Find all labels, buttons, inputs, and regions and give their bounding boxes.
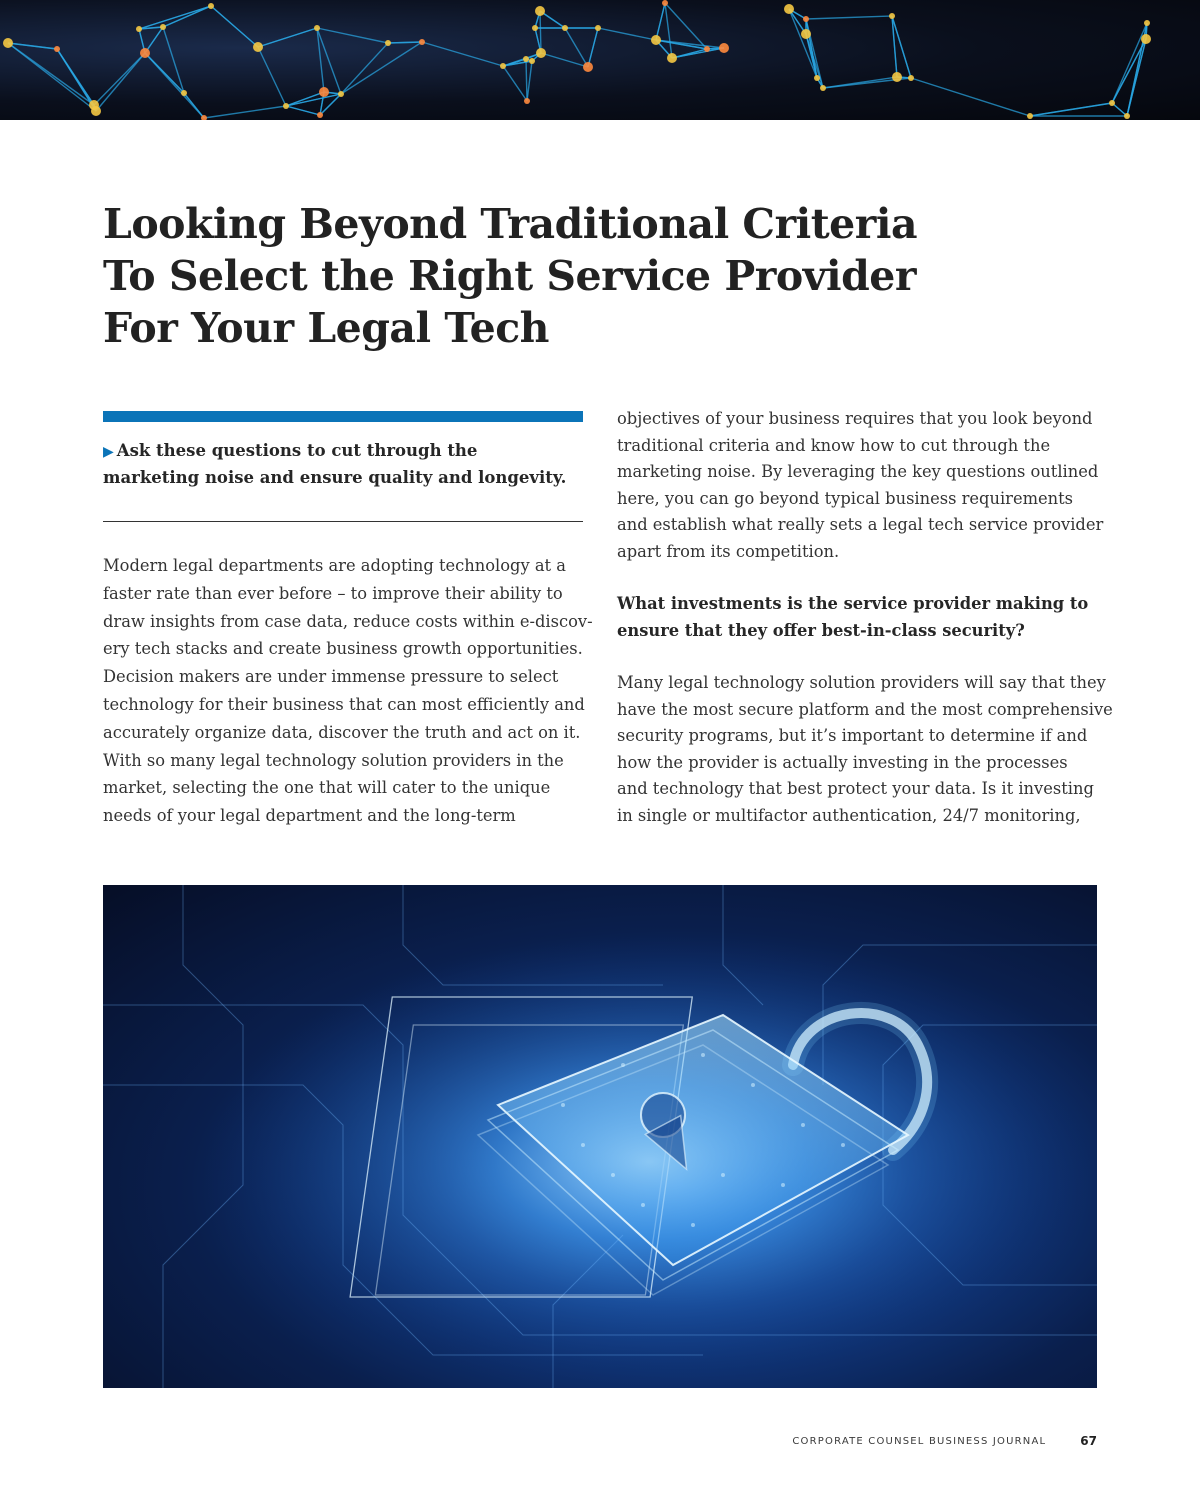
body-line: Decision makers are under immense pressure to select xyxy=(103,667,559,687)
body-line: and technology that best protect your data. Is it investing xyxy=(617,779,1094,798)
body-line: and establish what really sets a legal tech service provider xyxy=(617,515,1104,534)
divider xyxy=(103,521,583,522)
headline-line: Looking Beyond Traditional Criteria xyxy=(103,200,918,248)
body-line: here, you can go beyond typical business requirements xyxy=(617,488,1074,508)
body-line: how the provider is actually investing in the processes xyxy=(617,752,1068,772)
body-line: ery tech stacks and create business growth opportunities. xyxy=(103,639,583,659)
headline-line: To Select the Right Service Provider xyxy=(103,252,916,300)
question-heading: ensure that they offer best-in-class security? xyxy=(617,620,1025,640)
question-heading: What investments is the service provider making to xyxy=(617,594,1089,613)
left-column xyxy=(103,552,593,830)
deck-text: Ask these questions to cut through the marketing noise and ensure quality and longevity. xyxy=(103,441,567,487)
accent-bar xyxy=(103,411,583,422)
body-line: Many legal technology solution providers will say that they xyxy=(617,673,1106,692)
page-footer xyxy=(792,1433,1097,1449)
body-line: security programs, but it’s important to determine if and xyxy=(617,726,1088,745)
body-line: in single or multifactor authentication, 24/7 monitoring, xyxy=(617,805,1081,825)
article-deck xyxy=(103,438,573,490)
body-line: have the most secure platform and the most comprehensive xyxy=(617,699,1113,719)
journal-name: CORPORATE COUNSEL BUSINESS JOURNAL xyxy=(792,1435,1047,1447)
padlock-circuit-icon xyxy=(103,885,1097,1388)
network-banner xyxy=(0,0,1200,120)
body-line: accurately organize data, discover the truth and act on it. xyxy=(103,722,581,742)
security-photo xyxy=(103,885,1097,1388)
body-line: needs of your legal department and the long-term xyxy=(103,806,516,826)
body-line: market, selecting the one that will cater to the unique xyxy=(103,778,551,798)
page-number: 67 xyxy=(1080,1434,1097,1448)
body-line: faster rate than ever before – to improve their ability to xyxy=(103,583,563,603)
body-line: marketing noise. By leveraging the key questions outlined xyxy=(617,462,1099,481)
headline-line: For Your Legal Tech xyxy=(103,304,549,352)
body-line: technology for their business that can most efficiently and xyxy=(103,694,585,714)
body-line: With so many legal technology solution providers in the xyxy=(103,750,564,770)
body-line: draw insights from case data, reduce costs within e-discov- xyxy=(103,611,593,631)
triangle-right-icon: ▶ xyxy=(103,444,114,460)
right-column xyxy=(617,406,1113,829)
network-mesh-icon xyxy=(0,0,1200,120)
body-line: apart from its competition. xyxy=(617,541,840,561)
body-line: Modern legal departments are adopting technology at a xyxy=(103,556,566,575)
body-line: objectives of your business requires that you look beyond xyxy=(617,409,1093,428)
body-line: traditional criteria and know how to cut through the xyxy=(617,435,1051,455)
article-headline xyxy=(103,198,918,354)
